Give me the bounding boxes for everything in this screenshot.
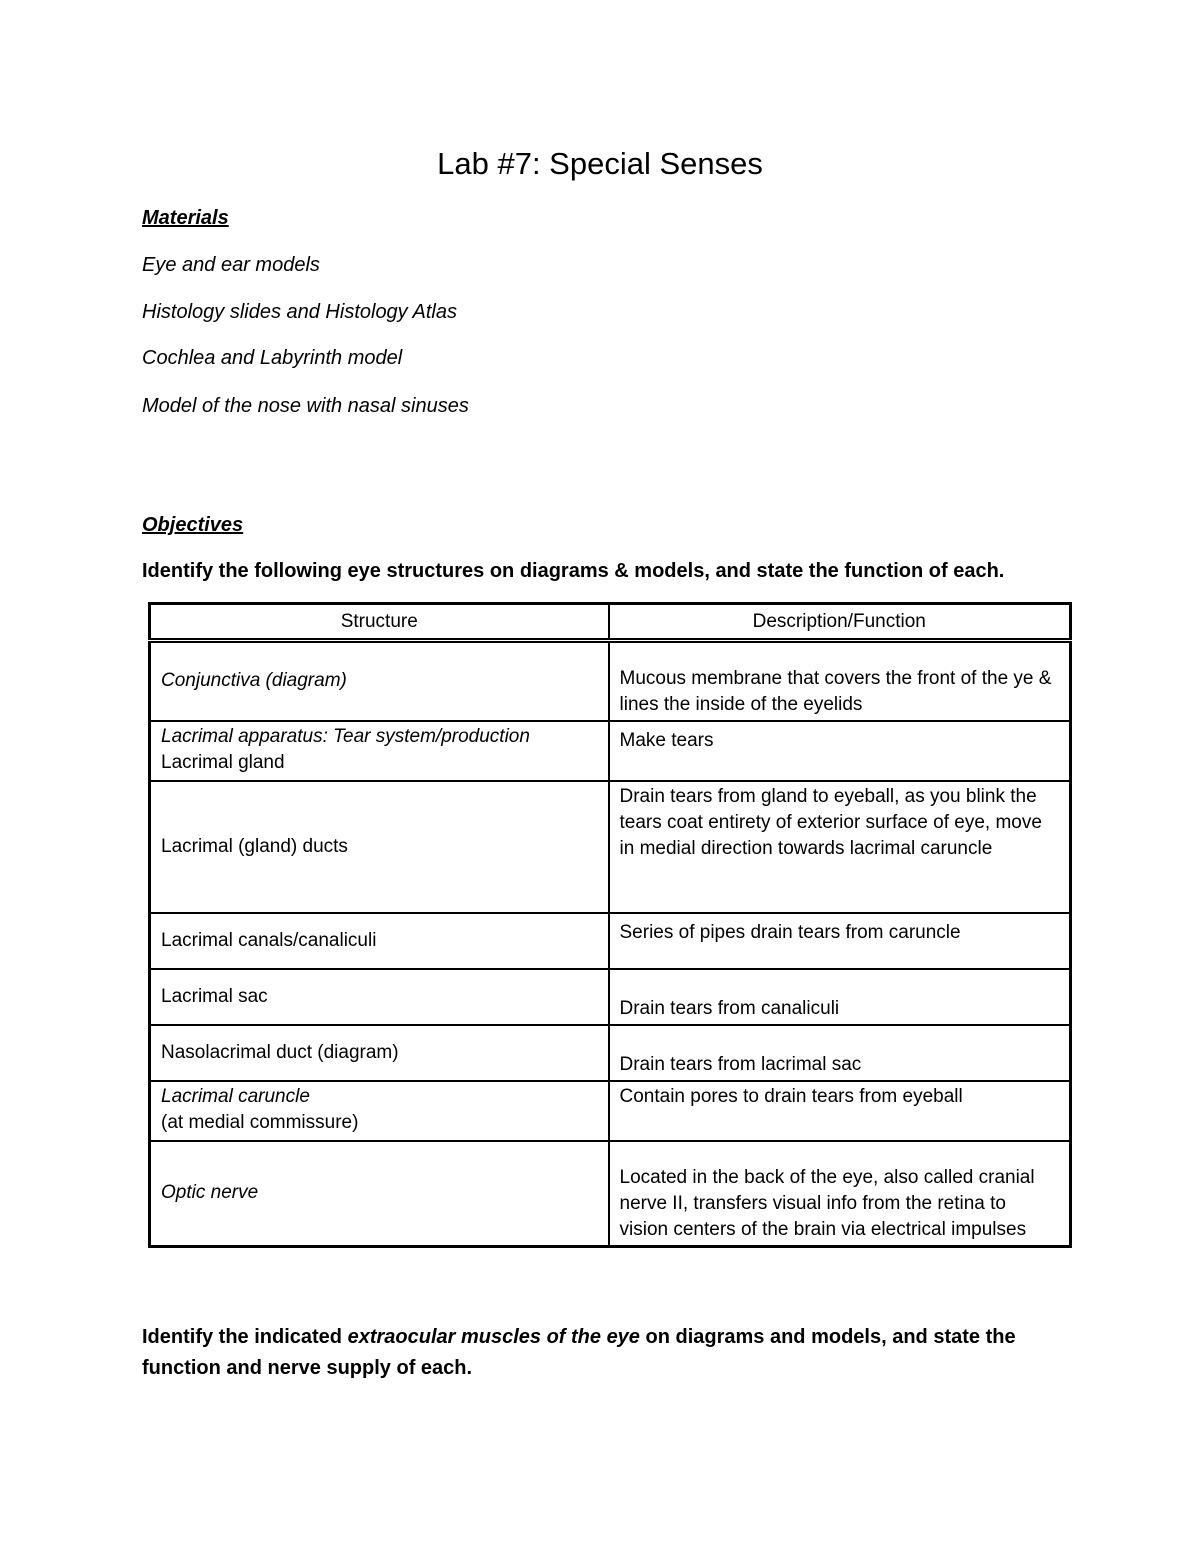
structure-detail: (at medial commissure)	[161, 1111, 359, 1133]
table-row	[150, 641, 1071, 721]
table-row	[150, 721, 1071, 781]
description-cell: Located in the back of the eye, also called cranial nerve II, transfers visual info from the retina to vision centers of the brain via electrical impulses	[609, 1141, 1071, 1247]
table-row	[150, 1025, 1071, 1081]
materials-heading: Materials	[142, 207, 229, 229]
table-row	[150, 1081, 1071, 1141]
table-row	[150, 1141, 1071, 1247]
description-cell: Drain tears from gland to eyeball, as you blink the tears coat entirety of exterior surface of eye, move in medial direction towards lacrimal caruncle	[609, 781, 1071, 913]
table-header-row	[150, 604, 1071, 641]
materials-item: Histology slides and Histology Atlas	[142, 301, 457, 323]
instruction-emphasis: extraocular muscles of the eye	[347, 1326, 640, 1348]
objectives-heading: Objectives	[142, 514, 244, 536]
instruction-text: on diagrams and models, and state the function and nerve supply of each.	[142, 1326, 1016, 1379]
table-row	[150, 913, 1071, 969]
header-description: Description/Function	[609, 604, 1071, 641]
structure-cell	[150, 1141, 609, 1247]
table-row	[150, 969, 1071, 1025]
header-structure: Structure	[150, 604, 609, 641]
page-title: Lab #7: Special Senses	[437, 146, 763, 181]
structure-name: Nasolacrimal duct (diagram)	[161, 1041, 399, 1063]
structure-cell	[150, 641, 609, 721]
table-row	[150, 781, 1071, 913]
structure-name: Lacrimal caruncle	[161, 1085, 310, 1107]
description-cell: Series of pipes drain tears from caruncle	[609, 913, 1071, 969]
materials-item: Model of the nose with nasal sinuses	[142, 395, 469, 417]
materials-item: Eye and ear models	[142, 254, 320, 276]
structure-cell	[150, 969, 609, 1025]
instruction-text: Identify the indicated	[142, 1326, 348, 1348]
structure-name: Optic nerve	[161, 1182, 259, 1204]
structure-name: Lacrimal (gland) ducts	[161, 835, 348, 857]
description-cell: Mucous membrane that covers the front of the ye & lines the inside of the eyelids	[609, 641, 1071, 721]
extraocular-instruction	[142, 1322, 1072, 1384]
structure-name: Lacrimal sac	[161, 985, 268, 1007]
description-cell: Drain tears from lacrimal sac	[609, 1025, 1071, 1081]
structure-cell	[150, 1025, 609, 1081]
structure-name: Conjunctiva (diagram)	[161, 670, 347, 692]
objectives-instruction: Identify the following eye structures on diagrams & models, and state the function of each.	[142, 560, 1005, 582]
eye-structures-table	[148, 602, 1072, 1248]
structure-cell	[150, 913, 609, 969]
structure-name: Lacrimal apparatus: Tear system/production	[161, 725, 530, 747]
structure-name: Lacrimal canals/canaliculi	[161, 929, 377, 951]
structure-cell	[150, 781, 609, 913]
materials-item: Cochlea and Labyrinth model	[142, 347, 403, 369]
description-cell: Drain tears from canaliculi	[609, 969, 1071, 1025]
structure-detail: Lacrimal gland	[161, 751, 285, 773]
structure-cell	[150, 1081, 609, 1141]
structure-cell	[150, 721, 609, 781]
description-cell: Make tears	[609, 721, 1071, 781]
description-cell: Contain pores to drain tears from eyeball	[609, 1081, 1071, 1141]
